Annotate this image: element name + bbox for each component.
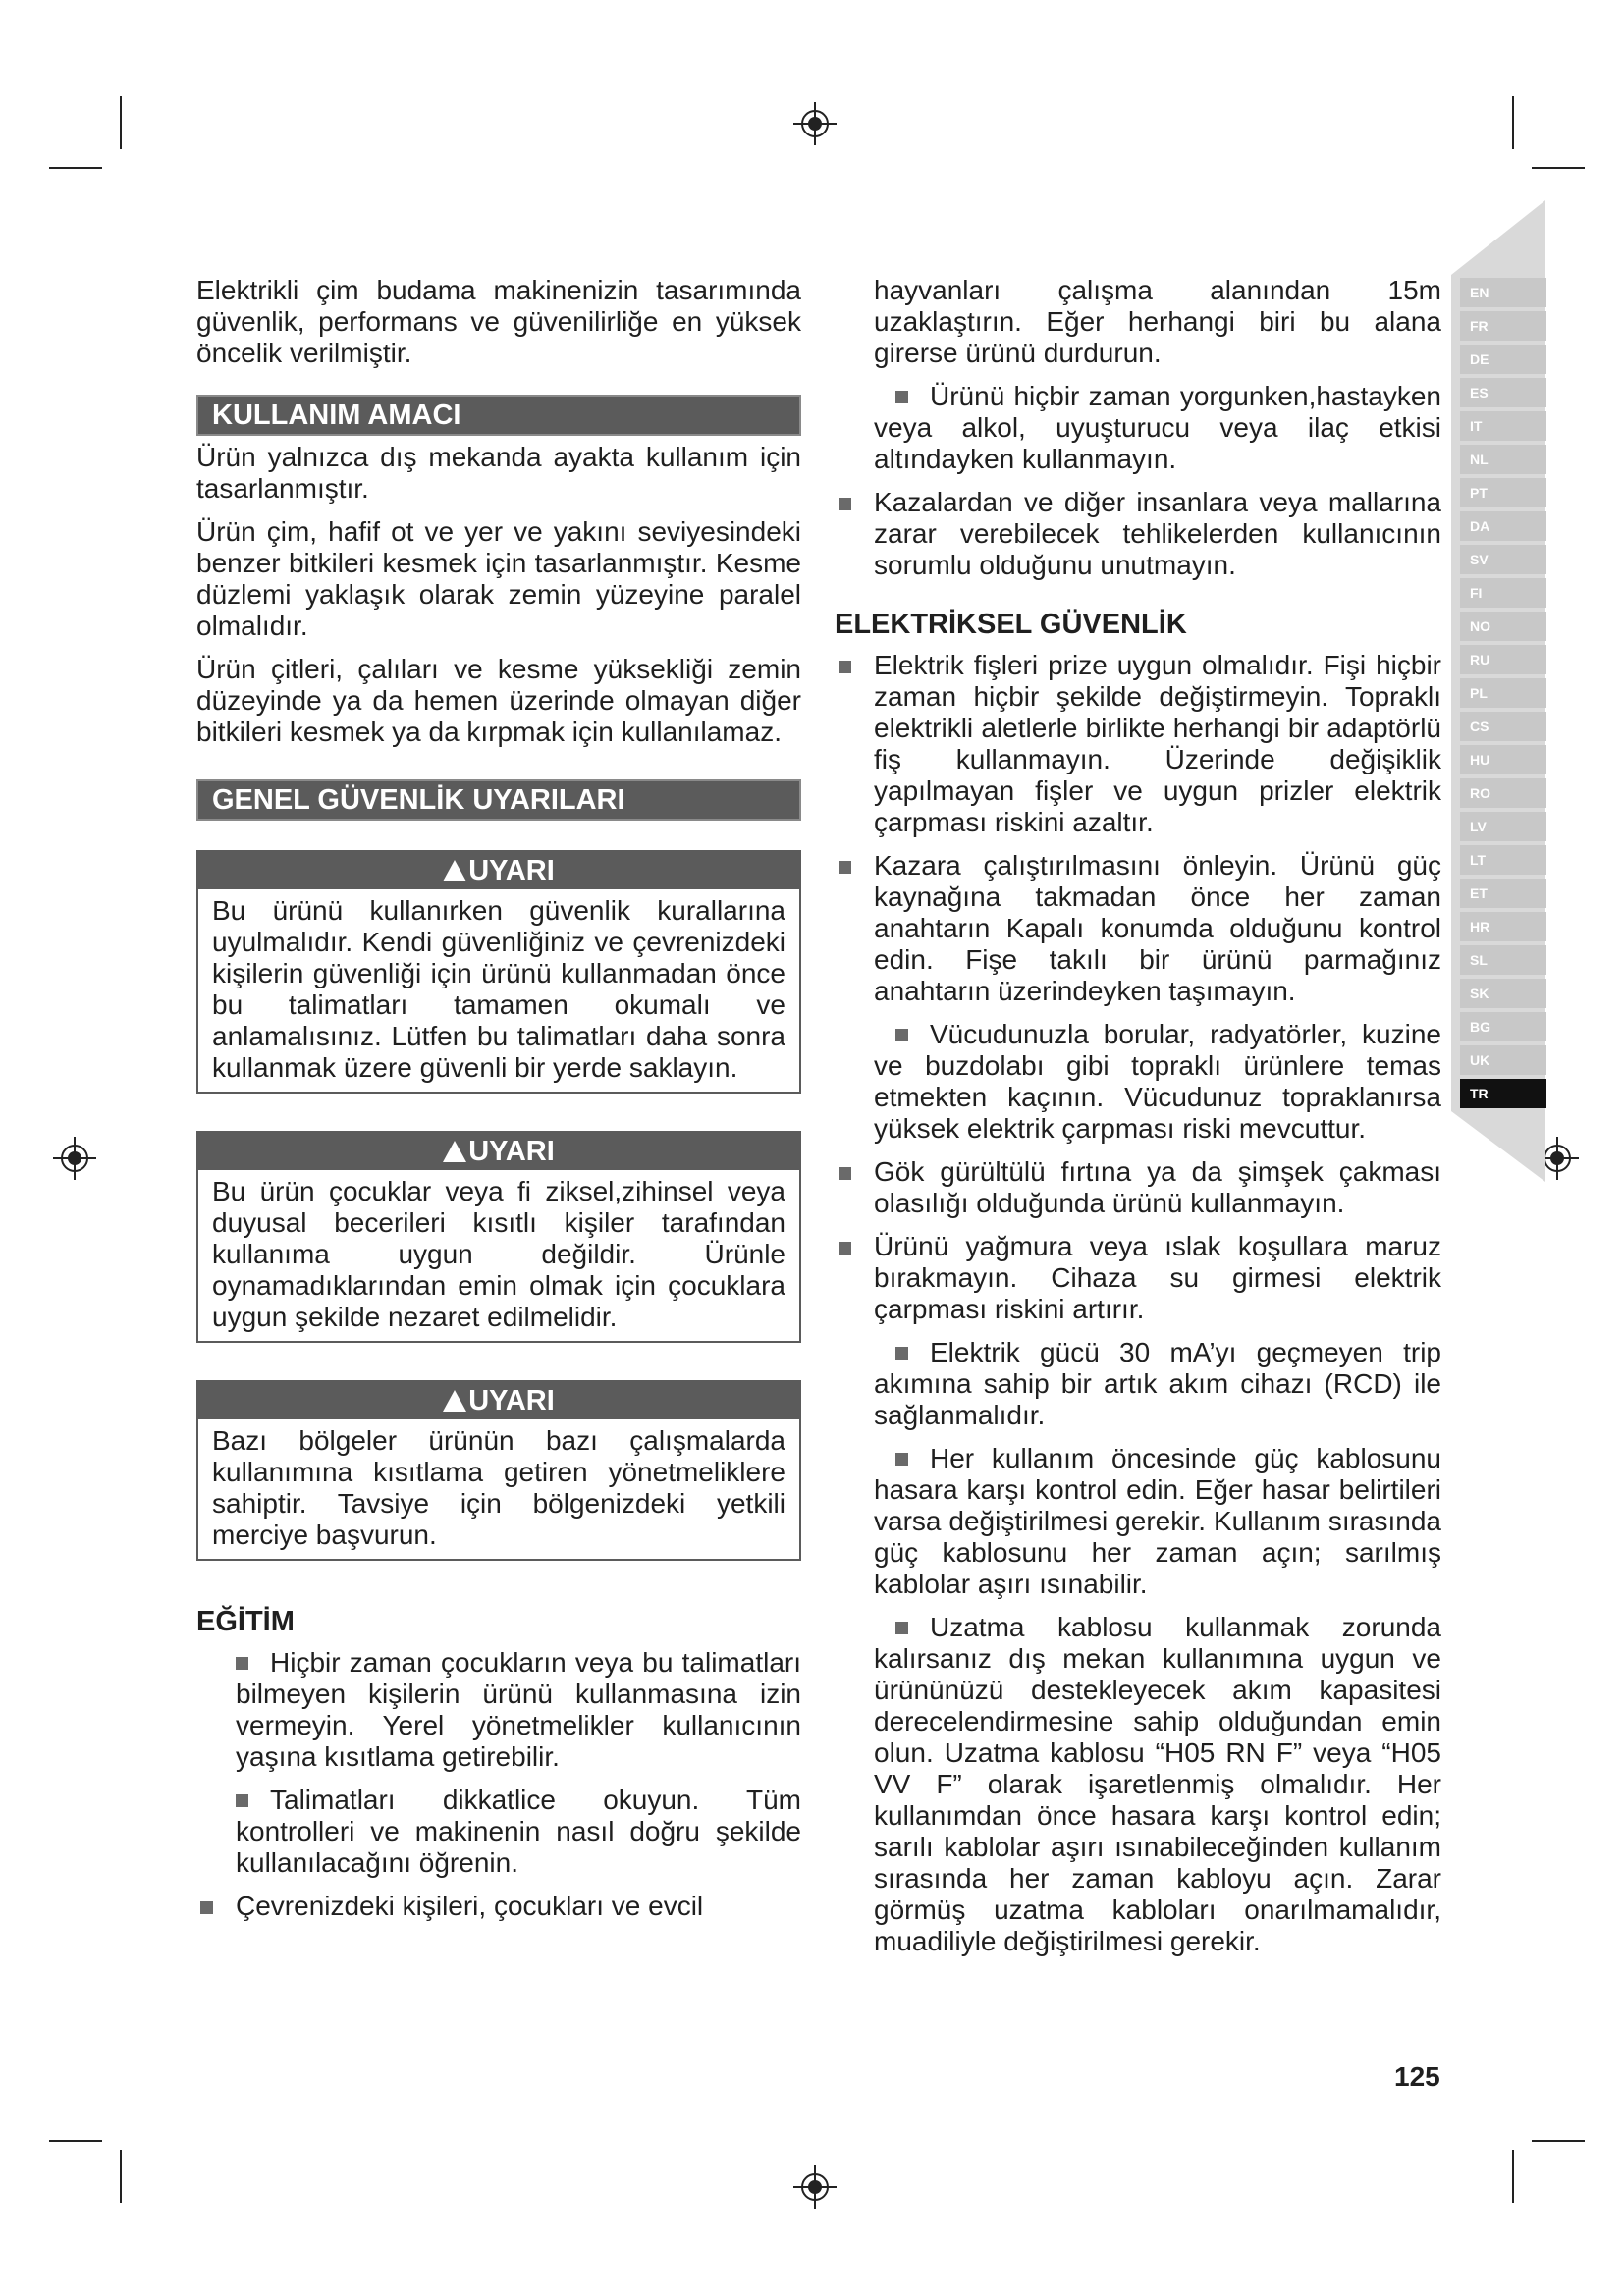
language-tab-it: IT [1460, 411, 1546, 441]
bullet-icon [895, 1453, 908, 1466]
list-item: Her kullanım öncesinde güç kablosunu hasara karşı kontrol edin. Eğer hasar belirtileri varsa değiştirilmesi gerekir. Kullanım sırasında güç kablosunu her zaman açın; sarılmış kablolar aşırı ısınabilir. [874, 1443, 1441, 1599]
language-tab-et: ET [1460, 879, 1546, 908]
crop-mark [1512, 96, 1514, 149]
list-item: Elektrik fişleri prize uygun olmalıdır. Fişi hiçbir zaman hiçbir şekilde değiştirmeyin. Topraklı elektrikli aletlerle birlikte herhangi bir adaptörlü fiş kullanmayın. Üzerinde değişiklik yapılmayan fişler ve uygun prizler elektrik çarpması riskini azaltır. [835, 650, 1441, 838]
language-tab-ro: RO [1460, 778, 1546, 808]
crop-mark [1532, 2140, 1585, 2142]
language-tab-pt: PT [1460, 478, 1546, 507]
registration-mark-icon [793, 102, 837, 145]
language-tab-da: DA [1460, 511, 1546, 541]
language-tab-pl: PL [1460, 678, 1546, 708]
language-tab-fi: FI [1460, 578, 1546, 608]
registration-mark-icon [53, 1137, 96, 1180]
language-tab-es: ES [1460, 378, 1546, 407]
warning-text: Bu ürün çocuklar veya fi ziksel,zihinsel veya duyusal becerileri kısıtlı kişiler tarafından kullanıma uygun değildir. Ürünle oynamadıklarından emin olmak için çocuklara uygun şekilde nezaret edilmelidir. [212, 1176, 785, 1332]
list-item: Ürünü hiçbir zaman yorgunken,hastayken veya alkol, uyuşturucu veya ilaç etkisi altındayken kullanmayın. [874, 381, 1441, 474]
list-item: Çevrenizdeki kişileri, çocukları ve evcil [196, 1891, 801, 1922]
list-item: Uzatma kablosu kullanmak zorunda kalırsanız dış mekan kullanımına uygun ve ürününüzü destekleyecek akım kapasitesi derecelendirmesine sahip olduğundan emin olun. Uzatma kablosu “H05 RN F” veya “H05 VV F” olarak işaretlenmiş olmalıdır. Her kullanımdan önce hasara karşı kontrol edin; sarılı kablolar aşırı ısınabileceğinden kullanım sırasında her zaman kabloyu açın. Zarar görmüş uzatma kabloları onarılmamalıdır, muadiliyle değiştirilmesi gerekir. [874, 1612, 1441, 1956]
crop-mark [1532, 167, 1585, 169]
list-item: Ürünü yağmura veya ıslak koşullara maruz bırakmayın. Cihaza su girmesi elektrik çarpması riskini artırır. [835, 1231, 1441, 1325]
language-tab-sl: SL [1460, 945, 1546, 975]
language-tab-lt: LT [1460, 845, 1546, 875]
bullet-icon [839, 1242, 851, 1255]
bullet-icon [839, 661, 851, 673]
language-tab-tr: TR [1460, 1079, 1546, 1108]
language-tab-sv: SV [1460, 545, 1546, 574]
list-item: Gök gürültülü fırtına ya da şimşek çakması olasılığı olduğunda ürünü kullanmayın. [835, 1156, 1441, 1219]
section-heading-training: EĞİTİM [196, 1606, 295, 1637]
warning-box [196, 850, 801, 1094]
language-tab-no: NO [1460, 612, 1546, 641]
intro-text: Elektrikli çim budama makinenizin tasarımında güvenlik, performans ve güvenilirliğe en yüksek öncelik verilmiştir. [196, 275, 801, 368]
warning-title: UYARI [468, 1385, 555, 1416]
warning-triangle-icon [443, 860, 466, 881]
language-tab-hr: HR [1460, 912, 1546, 941]
paragraph: Ürün çim, hafif ot ve yer ve yakını seviyesindeki benzer bitkileri kesmek için tasarlanmıştır. Kesme düzlemi yaklaşık olarak zemin yüzeyine paralel olmalıdır. [196, 516, 801, 641]
warning-box [196, 1131, 801, 1343]
warning-text: Bu ürünü kullanırken güvenlik kurallarına uyulmalıdır. Kendi güvenliğiniz ve çevrenizdeki kişilerin güvenliği için ürünü kullanmadan önce bu talimatları tamamen okumalı ve anlamalısınız. Lütfen bu talimatları daha sonra kullanmak üzere güvenli bir yerde saklayın. [212, 895, 785, 1083]
crop-mark [1512, 2150, 1514, 2203]
section-heading-intended-use: KULLANIM AMACI [196, 395, 801, 436]
registration-mark-icon [793, 2165, 837, 2209]
bullet-icon [895, 391, 908, 403]
warning-text: Bazı bölgeler ürünün bazı çalışmalarda kullanımına kısıtlama getiren yönetmeliklere sahiptir. Tavsiye için bölgenizdeki yetkili merciye başvurun. [212, 1425, 785, 1550]
bullet-icon [839, 1167, 851, 1180]
bullet-icon [895, 1029, 908, 1041]
language-tab-ru: RU [1460, 645, 1546, 674]
page-number: 125 [1394, 2061, 1440, 2092]
language-tab-fr: FR [1460, 311, 1546, 341]
warning-triangle-icon [443, 1141, 466, 1162]
paragraph: Ürün çitleri, çalıları ve kesme yüksekliği zemin düzeyinde ya da hemen üzerinde olmayan diğer bitkileri kesmek ya da kırpmak için kullanılamaz. [196, 654, 801, 747]
language-tab-sk: SK [1460, 979, 1546, 1008]
language-tab-bg: BG [1460, 1012, 1546, 1041]
language-tab-en: EN [1460, 278, 1546, 307]
right-column [835, 275, 1441, 1969]
language-tab-cs: CS [1460, 712, 1546, 741]
warning-box [196, 1380, 801, 1561]
bullet-icon [236, 1794, 248, 1807]
list-item: Elektrik gücü 30 mA’yı geçmeyen trip akımına sahip bir artık akım cihazı (RCD) ile sağlanmalıdır. [874, 1337, 1441, 1430]
crop-mark [120, 96, 122, 149]
section-heading-general-safety: GENEL GÜVENLİK UYARILARI [196, 779, 801, 821]
left-column [196, 275, 801, 1934]
list-item: Hiçbir zaman çocukların veya bu talimatları bilmeyen kişilerin ürünü kullanmasına izin vermeyin. Yerel yönetmelikler kullanıcının yaşına kısıtlama getirebilir. [236, 1647, 801, 1772]
bullet-icon [200, 1901, 213, 1914]
list-item: Kazara çalıştırılmasını önleyin. Ürünü güç kaynağına takmadan önce her zaman anahtarın Kapalı konumda olduğunu kontrol edin. Fişe takılı bir ürünü parmağınız anahtarın üzerindeyken taşımayın. [835, 850, 1441, 1007]
list-item: Talimatları dikkatlice okuyun. Tüm kontrolleri ve makinenin nasıl doğru şekilde kullanılacağını öğrenin. [236, 1785, 801, 1878]
language-tab-lv: LV [1460, 812, 1546, 841]
language-tab-de: DE [1460, 345, 1546, 374]
warning-title: UYARI [468, 1136, 555, 1167]
crop-mark [49, 2140, 102, 2142]
list-item: Vücudunuzla borular, radyatörler, kuzine ve buzdolabı gibi topraklı ürünlere temas etmekten kaçının. Vücudunuz topraklanırsa yüksek elektrik çarpması riski mevcuttur. [874, 1019, 1441, 1144]
language-tabs [1460, 278, 1546, 1112]
bullet-icon [839, 498, 851, 510]
crop-mark [49, 167, 102, 169]
language-tab-hu: HU [1460, 745, 1546, 774]
paragraph: hayvanları çalışma alanından 15m uzaklaştırın. Eğer herhangi biri bu alana girerse ürünü durdurun. [874, 275, 1441, 368]
crop-mark [120, 2150, 122, 2203]
warning-triangle-icon [443, 1390, 466, 1412]
language-tab-nl: NL [1460, 445, 1546, 474]
warning-title: UYARI [468, 855, 555, 886]
language-tab-uk: UK [1460, 1045, 1546, 1075]
bullet-icon [895, 1622, 908, 1634]
paragraph: Ürün yalnızca dış mekanda ayakta kullanım için tasarlanmıştır. [196, 442, 801, 504]
bullet-icon [839, 861, 851, 874]
bullet-icon [236, 1657, 248, 1670]
list-item: Kazalardan ve diğer insanlara veya mallarına zarar verebilecek tehlikelerden kullanıcının sorumlu olduğunu unutmayın. [835, 487, 1441, 581]
bullet-icon [895, 1347, 908, 1360]
section-heading-electrical-safety: ELEKTRİKSEL GÜVENLİK [835, 609, 1187, 640]
